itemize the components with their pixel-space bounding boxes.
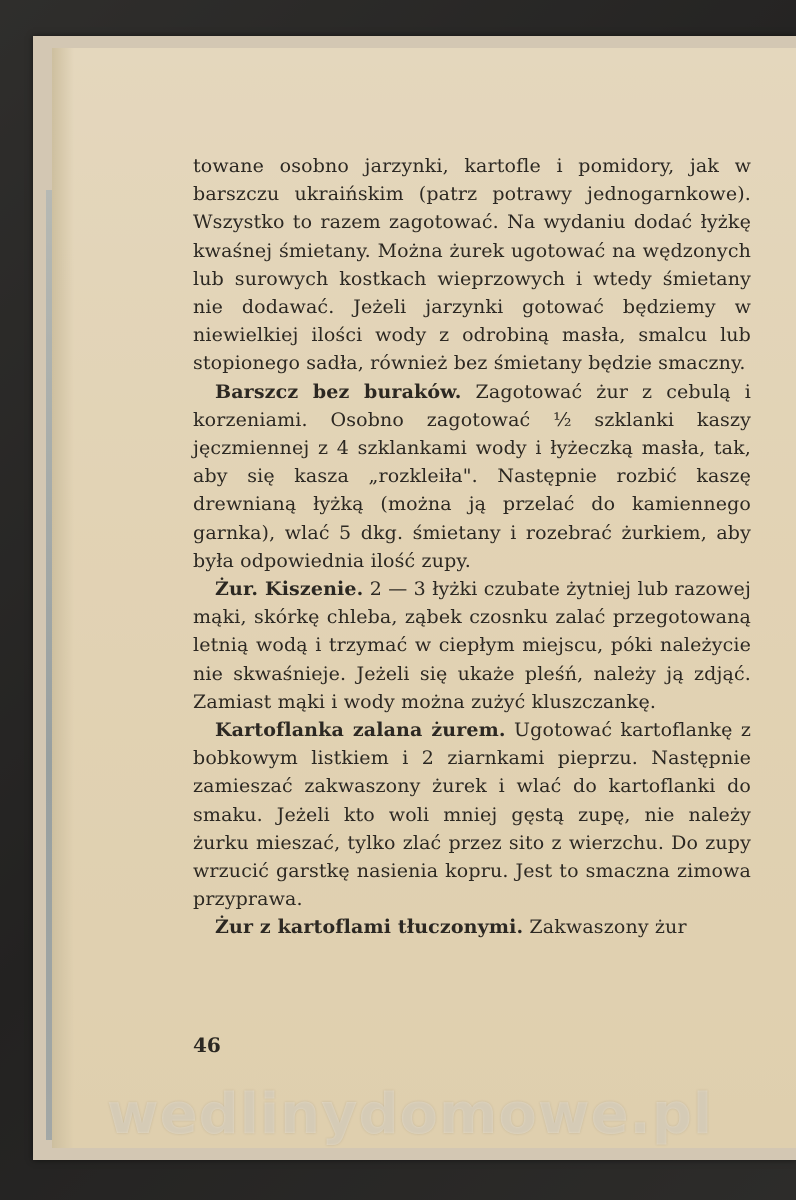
paragraph-5 bbox=[193, 913, 751, 941]
paragraph-3-text: 2 — 3 łyżki czubate żytniej lub razowej mąki, skórkę chleba, ząbek czosnku zalać przegotowaną letnią wodą i trzymać w ciepłym miejscu, póki należycie nie skwaśnieje. Jeżeli się ukaże pleśń, należy ją zdjąć. Zamiast mąki i wody można zużyć kluszczankę. bbox=[193, 578, 751, 713]
paragraph-4 bbox=[193, 716, 751, 913]
paragraph-2-text: Zagotować żur z cebulą i korzeniami. Osobno zagotować ½ szklanki kaszy jęczmiennej z 4 szklankami wody i łyżeczką masła, tak, aby się kasza „rozkleiła". Następnie rozbić kaszę drewnianą łyżką (można ją przelać do kamiennego garnka), wlać 5 dkg. śmietany i rozebrać żurkiem, aby była odpowiednia ilość zupy. bbox=[193, 380, 751, 572]
paragraph-1 bbox=[193, 152, 751, 378]
body-text bbox=[193, 152, 751, 942]
paragraph-1-text: towane osobno jarzynki, kartofle i pomidory, jak w barszczu ukraińskim (patrz potrawy jednogarnkowe). Wszystko to razem zagotować. Na wydaniu dodać łyżkę kwaśnej śmietany. Można żurek ugotować na wędzonych lub surowych kostkach wieprzowych i wtedy śmietany nie dodawać. Jeżeli jarzynki gotować będziemy w niewielkiej ilości wody z odrobiną masła, smalcu lub stopionego sadła, również bez śmietany będzie smaczny. bbox=[193, 155, 751, 375]
page-gutter-shadow bbox=[52, 48, 74, 1148]
page-number: 46 bbox=[193, 1033, 221, 1057]
paragraph-3-heading: Żur. Kiszenie. bbox=[215, 578, 364, 601]
paragraph-4-heading: Kartoflanka zalana żurem. bbox=[215, 719, 506, 742]
paragraph-3 bbox=[193, 575, 751, 716]
paragraph-2 bbox=[193, 378, 751, 575]
paragraph-4-text: Ugotować kartoflankę z bobkowym listkiem i 2 ziarnkami pieprzu. Następnie zamieszać zakwaszony żurek i wlać do kartoflanki do smaku. Jeżeli kto woli mniej gęstą zupę, nie należy żurku mieszać, tylko zlać przez sito z wierzchu. Do zupy wrzucić garstkę nasienia kopru. Jest to smaczna zimowa przyprawa. bbox=[193, 719, 751, 911]
paragraph-2-heading: Barszcz bez buraków. bbox=[215, 380, 462, 403]
paragraph-5-text: Zakwaszony żur bbox=[523, 916, 687, 939]
watermark: wedlinydomowe.pl bbox=[106, 1082, 714, 1147]
paragraph-5-heading: Żur z kartoflami tłuczonymi. bbox=[215, 916, 524, 939]
